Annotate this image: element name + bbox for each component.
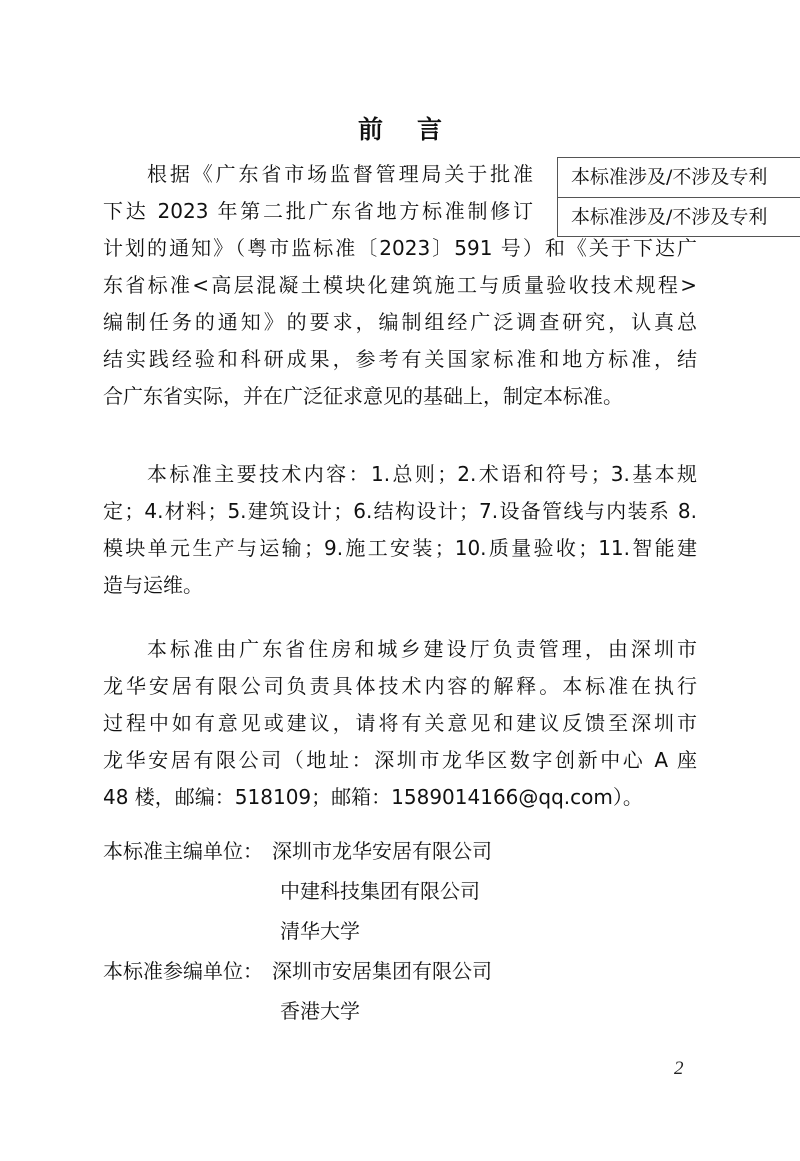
patent-declaration-row: 本标准涉及/不涉及专利 bbox=[558, 197, 800, 236]
paragraph-line: 计划的通知》（粤市监标准〔2023〕591 号）和《关于下达广 bbox=[103, 236, 697, 260]
paragraph-line: 东省标准<高层混凝土模块化建筑施工与质量验收技术规程> bbox=[103, 273, 697, 297]
patent-declaration-box bbox=[557, 157, 800, 237]
participant-editor-unit: 香港大学 bbox=[280, 999, 360, 1023]
paragraph-line: 结实践经验和科研成果，参考有关国家标准和地方标准，结 bbox=[103, 347, 697, 371]
paragraph-line: 下达 2023 年第二批广东省地方标准制修订 bbox=[103, 199, 533, 223]
paragraph-line: 模块单元生产与运输；9.施工安装；10.质量验收；11.智能建 bbox=[103, 536, 697, 560]
participant-editor-unit: 深圳市安居集团有限公司 bbox=[272, 959, 492, 983]
participant-editor-label: 本标准参编单位： bbox=[103, 959, 263, 983]
patent-declaration-row: 本标准涉及/不涉及专利 bbox=[571, 166, 768, 188]
chief-editor-label: 本标准主编单位： bbox=[103, 839, 263, 863]
paragraph-line: 过程中如有意见或建议，请将有关意见和建议反馈至深圳市 bbox=[103, 711, 697, 735]
paragraph-line: 龙华安居有限公司（地址：深圳市龙华区数字创新中心 A 座 bbox=[103, 748, 697, 772]
paragraph-line: 48 楼，邮编：518109；邮箱：1589014166@qq.com）。 bbox=[103, 785, 643, 809]
paragraph-line: 造与运维。 bbox=[103, 573, 203, 597]
paragraph-line: 本标准主要技术内容：1.总则；2.术语和符号；3.基本规 bbox=[147, 462, 697, 486]
paragraph-line: 定；4.材料；5.建筑设计；6.结构设计；7.设备管线与内装系 8. bbox=[103, 499, 697, 523]
paragraph-line: 编制任务的通知》的要求，编制组经广泛调查研究，认真总 bbox=[103, 310, 697, 334]
page-title: 前言 bbox=[357, 115, 476, 144]
page-number: 2 bbox=[674, 1058, 684, 1079]
chief-editor-unit: 清华大学 bbox=[280, 919, 360, 943]
paragraph-line: 根据《广东省市场监督管理局关于批准 bbox=[147, 162, 533, 186]
paragraph-line: 合广东省实际，并在广泛征求意见的基础上，制定本标准。 bbox=[103, 384, 623, 408]
paragraph-line: 龙华安居有限公司负责具体技术内容的解释。本标准在执行 bbox=[103, 674, 697, 698]
paragraph-line: 本标准由广东省住房和城乡建设厅负责管理，由深圳市 bbox=[147, 637, 697, 661]
chief-editor-unit: 深圳市龙华安居有限公司 bbox=[272, 839, 492, 863]
chief-editor-unit: 中建科技集团有限公司 bbox=[280, 879, 480, 903]
